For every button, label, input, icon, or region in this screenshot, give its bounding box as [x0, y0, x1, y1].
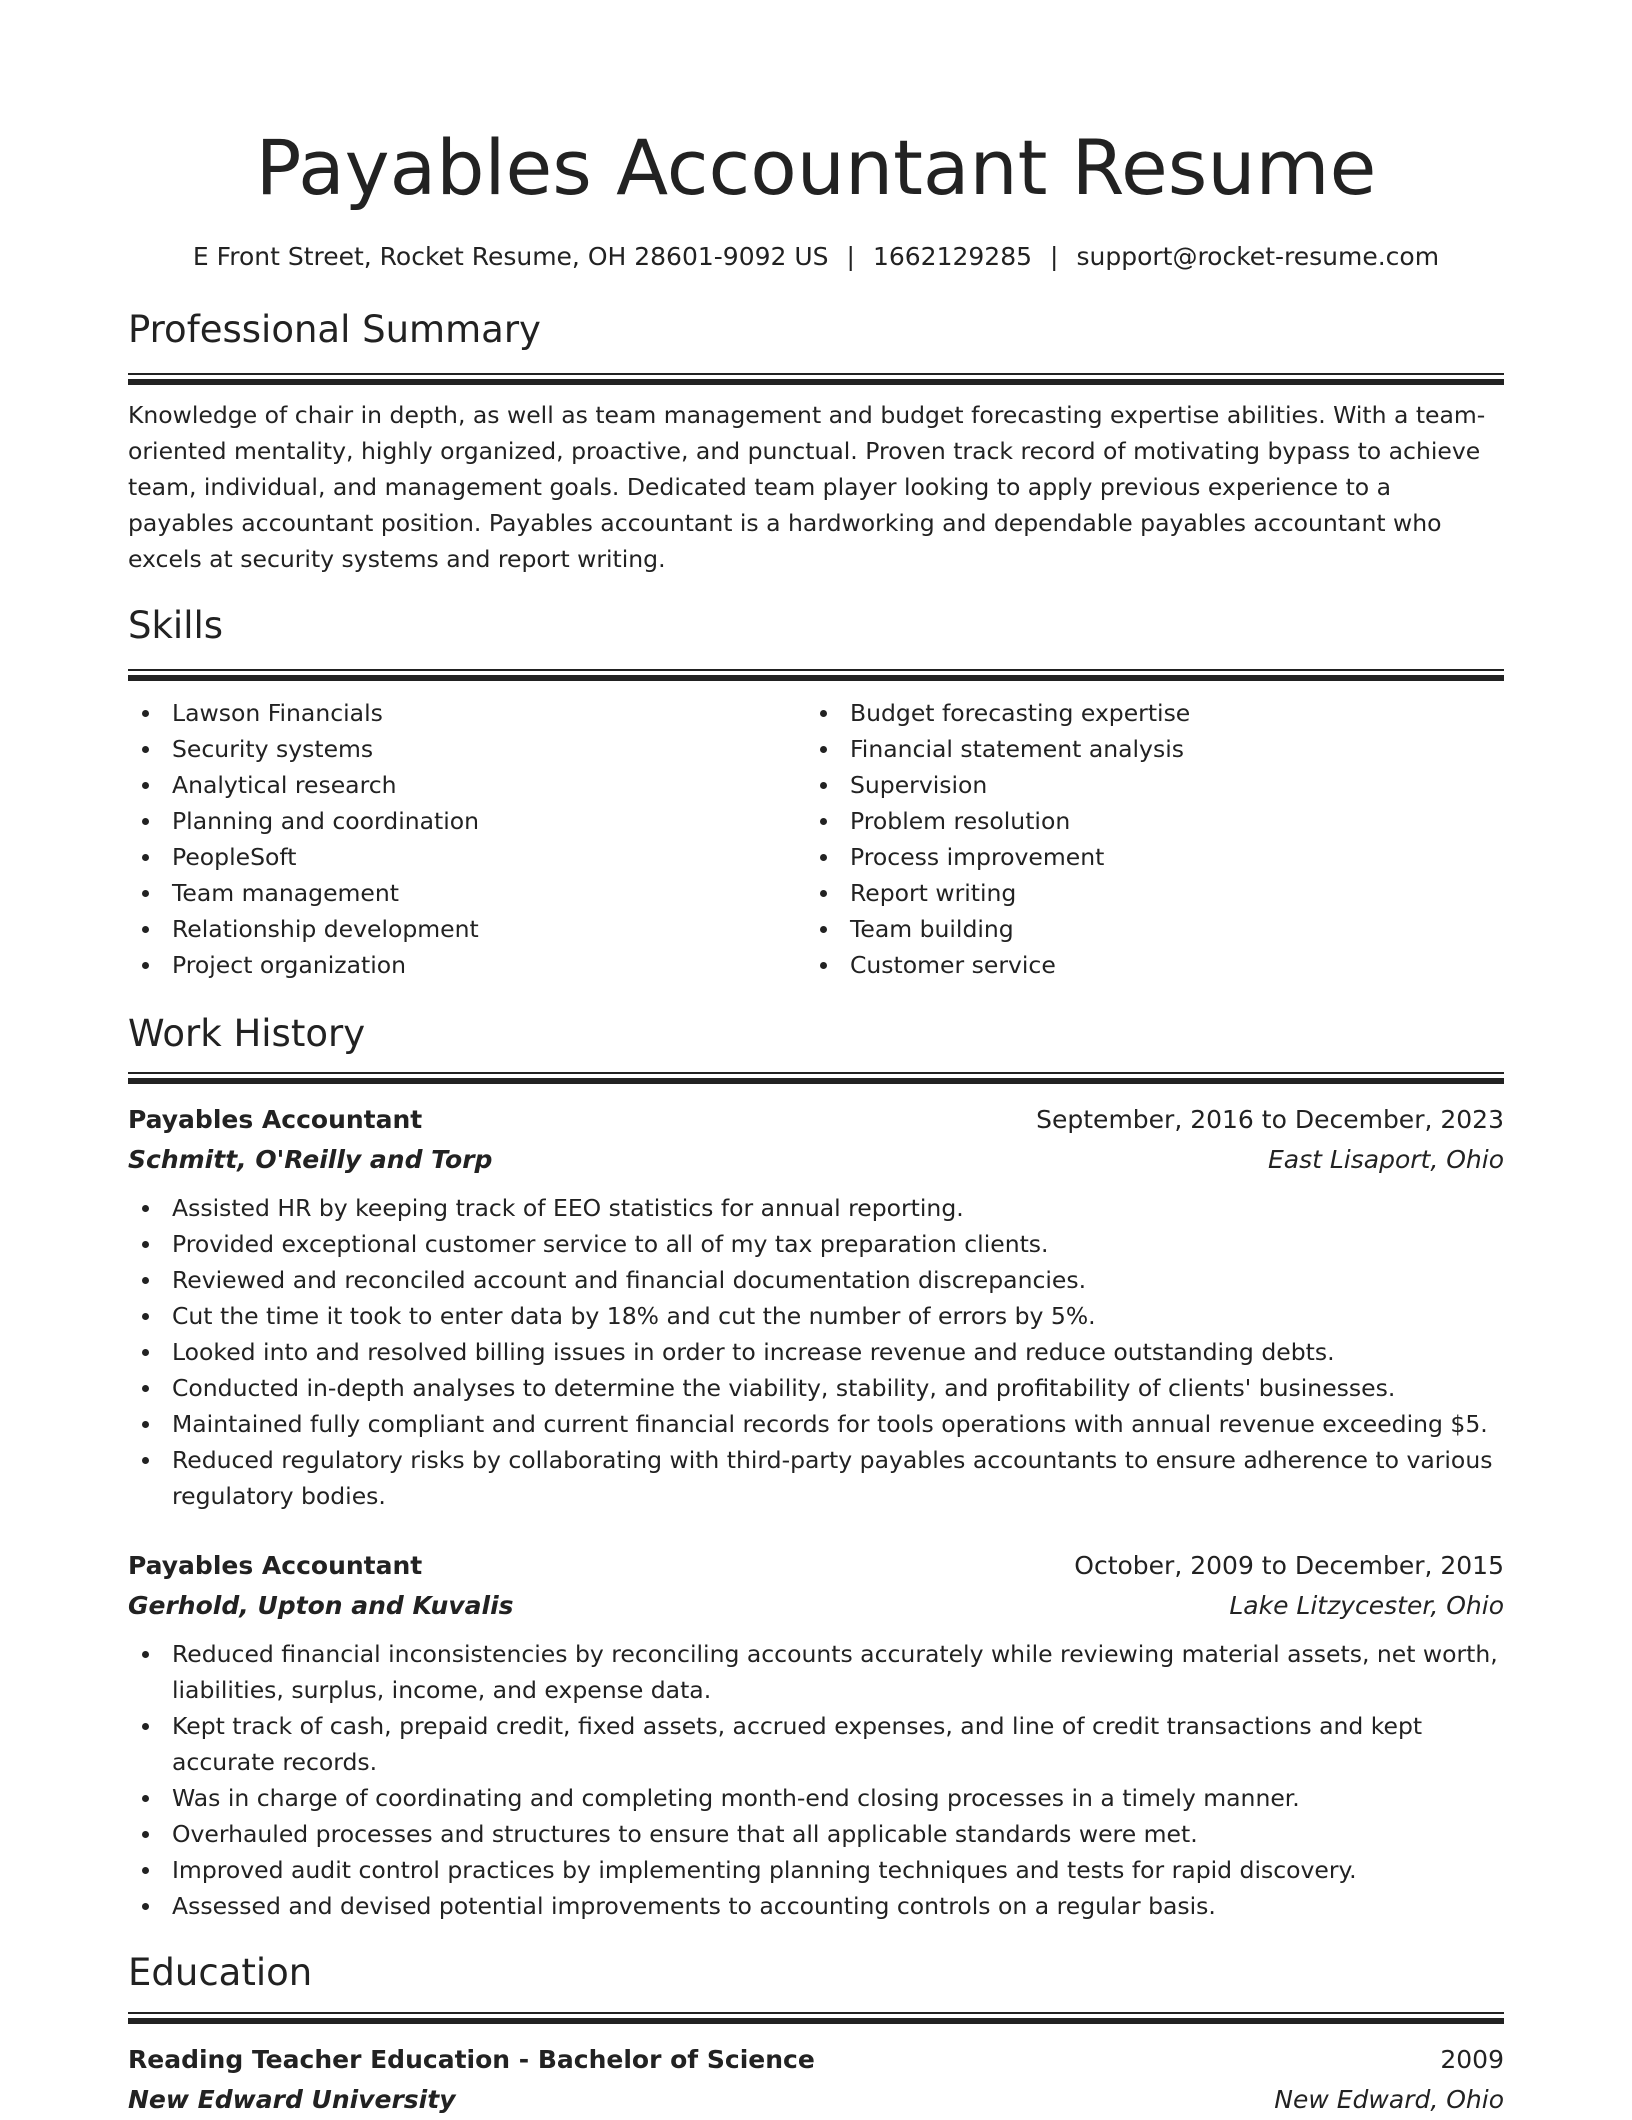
skill-item: Financial statement analysis [806, 731, 1484, 767]
job-header [128, 1100, 1504, 1140]
resume-page [128, 0, 1504, 2120]
job-bullet: Cut the time it took to enter data by 18% and cut the number of errors by 5%. [128, 1298, 1504, 1334]
contact-address: E Front Street, Rocket Resume, OH 28601-9092 US [192, 242, 829, 271]
skill-item: Security systems [128, 731, 806, 767]
skill-item: Customer service [806, 947, 1484, 983]
job-company: Gerhold, Upton and Kuvalis [128, 1591, 514, 1620]
summary-section [128, 307, 1504, 577]
education-year: 2009 [1440, 2045, 1504, 2074]
job-bullet: Kept track of cash, prepaid credit, fixed assets, accrued expenses, and line of credit transactions and kept accurate records. [128, 1708, 1504, 1780]
skills-list-left [128, 695, 806, 983]
skill-item: Analytical research [128, 767, 806, 803]
job-bullet: Reduced regulatory risks by collaborating with third-party payables accountants to ensure adherence to various regulatory bodies. [128, 1442, 1504, 1514]
job-bullet: Assisted HR by keeping track of EEO statistics for annual reporting. [128, 1190, 1504, 1226]
work-history-section [128, 1011, 1504, 1924]
job-entry [128, 1546, 1504, 1924]
skill-item: Report writing [806, 875, 1484, 911]
education-subheader [128, 2080, 1504, 2120]
skill-item: Process improvement [806, 839, 1484, 875]
contact-email: support@rocket-resume.com [1076, 242, 1440, 271]
skill-item: Supervision [806, 767, 1484, 803]
skill-item: Team building [806, 911, 1484, 947]
contact-separator: | [1050, 242, 1059, 271]
job-title: Payables Accountant [128, 1105, 423, 1134]
section-divider [128, 669, 1504, 681]
section-divider [128, 1072, 1504, 1084]
education-heading: Education [128, 1951, 313, 1994]
job-bullets [128, 1636, 1504, 1924]
job-header [128, 1546, 1504, 1586]
summary-heading: Professional Summary [128, 308, 541, 351]
job-bullet: Improved audit control practices by implementing planning techniques and tests for rapid discovery. [128, 1852, 1504, 1888]
job-bullet: Was in charge of coordinating and completing month-end closing processes in a timely manner. [128, 1780, 1504, 1816]
contact-separator: | [846, 242, 855, 271]
job-subheader [128, 1586, 1504, 1626]
job-title: Payables Accountant [128, 1551, 423, 1580]
job-dates: September, 2016 to December, 2023 [1036, 1105, 1504, 1134]
work-history-heading: Work History [128, 1012, 366, 1055]
job-dates: October, 2009 to December, 2015 [1074, 1551, 1504, 1580]
job-bullet: Maintained fully compliant and current financial records for tools operations with annual revenue exceeding $5. [128, 1406, 1504, 1442]
skills-list-right [806, 695, 1484, 983]
job-bullet: Assessed and devised potential improvements to accounting controls on a regular basis. [128, 1888, 1504, 1924]
education-header [128, 2040, 1504, 2080]
job-bullet: Overhauled processes and structures to ensure that all applicable standards were met. [128, 1816, 1504, 1852]
job-bullets [128, 1190, 1504, 1514]
job-bullet: Conducted in-depth analyses to determine the viability, stability, and profitability of clients' businesses. [128, 1370, 1504, 1406]
skill-item: Project organization [128, 947, 806, 983]
contact-line [128, 240, 1504, 274]
job-location: Lake Litzycester, Ohio [1229, 1591, 1504, 1620]
job-bullet: Reviewed and reconciled account and financial documentation discrepancies. [128, 1262, 1504, 1298]
section-divider [128, 2012, 1504, 2024]
job-location: East Lisaport, Ohio [1267, 1145, 1504, 1174]
education-section [128, 1950, 1504, 2120]
skill-item: PeopleSoft [128, 839, 806, 875]
job-bullet: Provided exceptional customer service to all of my tax preparation clients. [128, 1226, 1504, 1262]
job-company: Schmitt, O'Reilly and Torp [128, 1145, 493, 1174]
skills-heading: Skills [128, 604, 224, 647]
skill-item: Budget forecasting expertise [806, 695, 1484, 731]
job-bullet: Reduced financial inconsistencies by reconciling accounts accurately while reviewing material assets, net worth, liabilities, surplus, income, and expense data. [128, 1636, 1504, 1708]
skill-item: Planning and coordination [128, 803, 806, 839]
education-entry [128, 2040, 1504, 2120]
summary-text: Knowledge of chair in depth, as well as team management and budget forecasting expertise abilities. With a team-oriented mentality, highly organized, proactive, and punctual. Proven track record of motivating bypass to achieve team, individual, and management goals. Dedicated team player looking to apply previous experience to a payables accountant position. Payables accountant is a hardworking and dependable payables accountant who excels at security systems and report writing. [128, 401, 1486, 573]
education-location: New Edward, Ohio [1274, 2085, 1504, 2114]
skills-columns [128, 695, 1504, 983]
education-degree: Reading Teacher Education - Bachelor of Science [128, 2045, 815, 2074]
contact-phone: 1662129285 [872, 242, 1033, 271]
job-bullet: Looked into and resolved billing issues in order to increase revenue and reduce outstanding debts. [128, 1334, 1504, 1370]
education-school: New Edward University [128, 2085, 456, 2114]
section-divider [128, 373, 1504, 385]
skill-item: Problem resolution [806, 803, 1484, 839]
skill-item: Team management [128, 875, 806, 911]
job-subheader [128, 1140, 1504, 1180]
skills-section [128, 603, 1504, 983]
resume-title: Payables Accountant Resume [255, 123, 1377, 212]
job-entry [128, 1100, 1504, 1514]
skill-item: Relationship development [128, 911, 806, 947]
skill-item: Lawson Financials [128, 695, 806, 731]
